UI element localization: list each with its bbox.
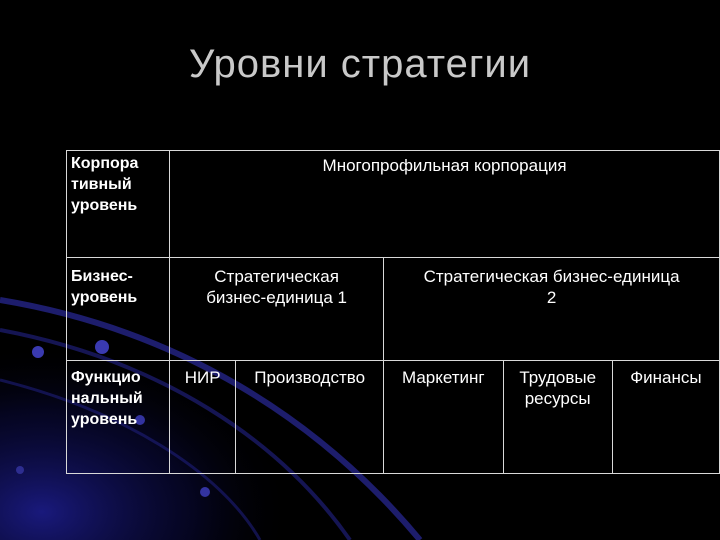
cell-text: Производство [254, 368, 366, 387]
cell-text: Финансы [630, 368, 702, 387]
cell-text: Стратегическая бизнес-единица 2 [423, 267, 680, 307]
table-row [67, 151, 720, 258]
cell-hr [503, 361, 612, 474]
level-label-text: Корпора тивный уровень [71, 155, 139, 214]
cell-sbu-1 [170, 258, 384, 361]
cell-text: НИР [184, 368, 221, 387]
level-label-text: Функцио нальный уровень [71, 369, 143, 428]
cell-sbu-2 [384, 258, 720, 361]
strategy-levels-table [66, 150, 720, 474]
level-label-functional [67, 361, 170, 474]
level-label-corporate [67, 151, 170, 258]
table-row [67, 258, 720, 361]
cell-finance [612, 361, 719, 474]
cell-text: Трудовые ресурсы [519, 368, 597, 408]
slide-title: Уровни стратегии [188, 42, 532, 86]
cell-marketing [384, 361, 503, 474]
cell-text: Стратегическая бизнес-единица 1 [206, 267, 347, 307]
cell-corporation [170, 151, 720, 258]
cell-text: Маркетинг [401, 368, 485, 387]
cell-production [236, 361, 384, 474]
level-label-text: Бизнес- уровень [71, 268, 138, 306]
cell-rnd [170, 361, 236, 474]
table-row [67, 361, 720, 474]
level-label-business [67, 258, 170, 361]
cell-text: Многопрофильная корпорация [322, 156, 567, 175]
